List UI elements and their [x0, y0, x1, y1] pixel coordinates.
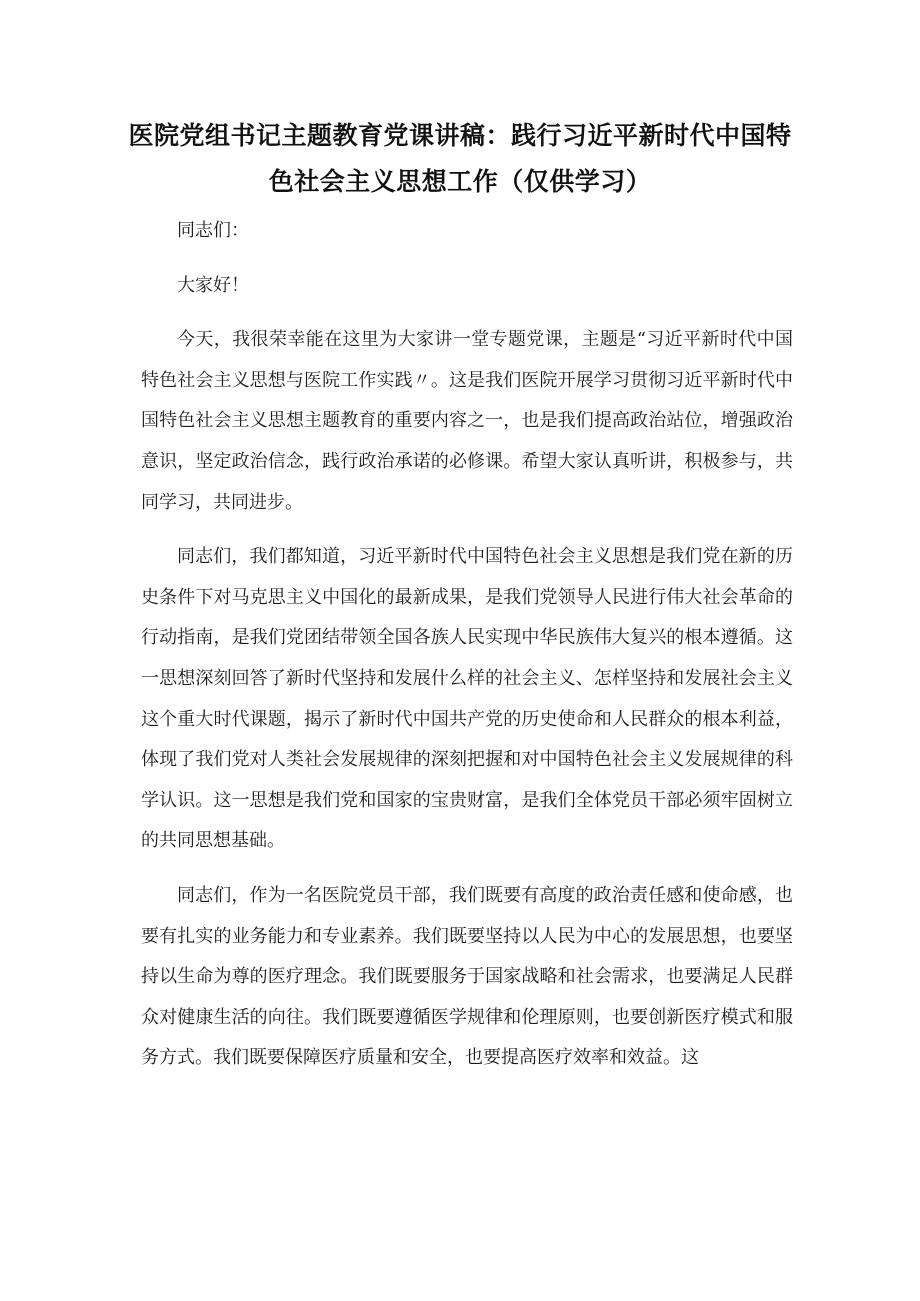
document-title: 医院党组书记主题教育党课讲稿：践行习近平新时代中国特色社会主义思想工作（仅供学习）	[128, 121, 792, 196]
paragraph-salutation: 同志们：	[177, 220, 249, 241]
paragraph-cadre-responsibility: 同志们，作为一名医院党员干部，我们既要有高度的政治责任感和使命感，也要有扎实的业务能力和专业素养。我们既要坚持以人民为中心的发展思想，也要坚持以生命为尊的医疗理念。我们既要服务于国家战略和社会需求，也要满足人民群众对健康生活的向往。我们既要遵循医学规律和伦理原则，也要创新医疗模式和服务方式。我们既要保障医疗质量和安全，也要提高医疗效率和效益。这	[141, 884, 793, 1069]
paragraph-thought-significance: 同志们，我们都知道，习近平新时代中国特色社会主义思想是我们党在新的历史条件下对马克思主义中国化的最新成果，是我们党领导人民进行伟大社会革命的行动指南，是我们党团结带领全国各族人民实现中华民族伟大复兴的根本遵循。这一思想深刻回答了新时代坚持和发展什么样的社会主义、怎样坚持和发展社会主义这个重大时代课题，揭示了新时代中国共产党的历史使命和人民群众的根本利益，体现了我们党对人类社会发展规律的深刻把握和对中国特色社会主义发展规律的科学认识。这一思想是我们党和国家的宝贵财富，是我们全体党员干部必须牢固树立的共同思想基础。	[141, 546, 793, 852]
paragraph-greeting: 大家好！	[177, 274, 249, 296]
paragraph-introduction: 今天，我很荣幸能在这里为大家讲一堂专题党课，主题是“习近平新时代中国特色社会主义思想与医院工作实践〃。这是我们医院开展学习贯彻习近平新时代中国特色社会主义思想主题教育的重要内容之一，也是我们提高政治站位，增强政治意识，坚定政治信念，践行政治承诺的必修课。希望大家认真听讲，积极参与，共同学习，共同进步。	[141, 329, 793, 513]
document-body	[141, 211, 793, 1093]
